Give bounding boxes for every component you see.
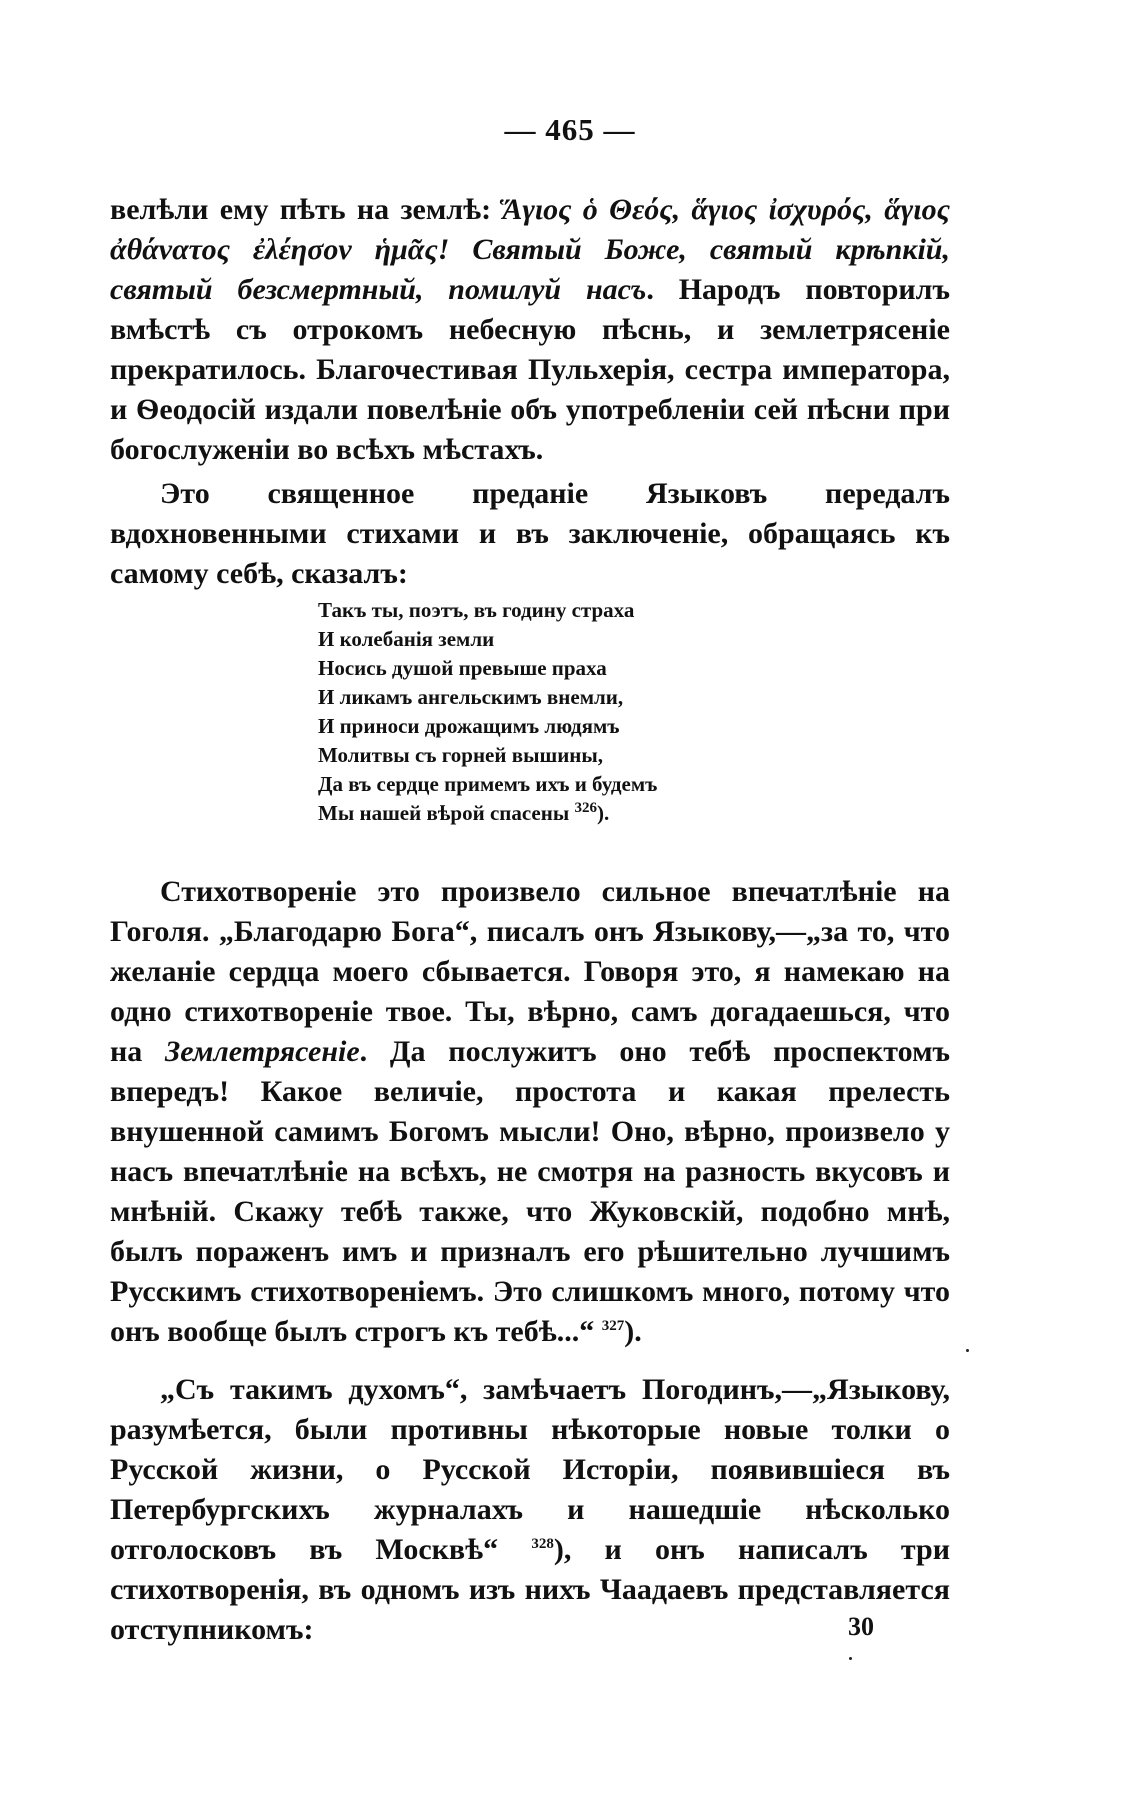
paragraph-1-post: . Народъ повторилъ вмѣстѣ съ отрокомъ небесную пѣснь, и землетрясеніе прекратилось. Благочестивая Пульхерія, сестра императора, и Ѳеодосій издали повелѣніе объ употребленіи сей пѣсни при богослуженіи во всѣхъ мѣстахъ. <box>110 273 950 466</box>
print-speck <box>849 1657 852 1660</box>
footnote-ref-326: 326 <box>574 800 598 816</box>
footnote-ref-328: 328 <box>531 1536 554 1552</box>
trisagion-translation: Святый Боже, святый крѣпкій, святый безсмертный, помилуй насъ <box>110 233 950 306</box>
paragraph-1-pre: велѣли ему пѣть на землѣ: <box>110 193 503 226</box>
paragraph-3-close: ). <box>624 1315 642 1348</box>
poem-line: Молитвы съ горней вышины, <box>318 743 604 767</box>
poem-close: ). <box>597 801 610 825</box>
poem-title-reference: Землетрясеніе <box>165 1035 360 1068</box>
paragraph-3-post: . Да послужитъ оно тебѣ проспектомъ впередъ! Какое величіе, простота и какая прелесть внушенной самимъ Богомъ мысли! Оно, вѣрно, произвело у насъ впечатлѣніе на всѣхъ, не смотря на разность вкусовъ и мнѣній. Скажу тебѣ также, что Жуковскій, подобно мнѣ, былъ пораженъ имъ и призналъ его рѣшительно лучшимъ Русскимъ стихотвореніемъ. Это слишкомъ много, потому что онъ вообще былъ строгъ къ тебѣ...“ <box>110 1035 950 1348</box>
poem-line-last <box>318 799 657 828</box>
signature-mark: 30 <box>848 1612 874 1641</box>
paragraph-4-pre: „Съ такимъ духомъ“, замѣчаетъ Погодинъ,—„Языкову, разумѣется, были противны нѣкоторые новые толки о Русской жизни, о Русской Исторіи, появившіеся въ Петербургскихъ журналахъ и нашедшіе нѣсколько отголосковъ въ Москвѣ“ <box>110 1373 950 1566</box>
poem-last-line-text: Мы нашей вѣрой спасены <box>318 801 570 825</box>
page-number: — 465 — <box>504 112 636 147</box>
greek-trisagion: Ἅγιος ὁ Θεός, ἅγιος ἰσχυρός, ἅγιος ἀθάνατος ἐλέησον ἡμᾶς! <box>110 193 950 266</box>
poem-line: И колебанія земли <box>318 627 495 651</box>
poem-line: И ликамъ ангельскимъ внемли, <box>318 685 624 709</box>
paragraph-2-text: Это священное преданіе Языковъ передалъ вдохновенными стихами и въ заключеніе, обращаясь къ самому себѣ, сказалъ: <box>110 477 950 590</box>
poem-line: Да въ сердце примемъ ихъ и будемъ <box>318 772 658 796</box>
paragraph-3 <box>110 872 950 1352</box>
poem-line: И приноси дрожащимъ людямъ <box>318 714 620 738</box>
paragraph-2 <box>110 474 950 594</box>
paragraph-4 <box>110 1370 950 1650</box>
poem-quote <box>318 596 657 828</box>
paragraph-4-post: ), и онъ написалъ три стихотворенія, въ одномъ изъ нихъ Чаадаевъ представляется отступникомъ: <box>110 1533 950 1646</box>
paragraph-3-pre: Стихотвореніе это произвело сильное впечатлѣніе на Гоголя. „Благодарю Бога“, писалъ онъ Языкову,—„за то, что желаніе сердца моего сбывается. Говоря это, я намекаю на одно стихотвореніе твое. Ты, вѣрно, самъ догадаешься, что на <box>110 875 950 1068</box>
poem-line: Носись душой превыше праха <box>318 656 607 680</box>
print-speck <box>966 1349 969 1352</box>
footnote-ref-327: 327 <box>601 1318 625 1334</box>
poem-line: Такъ ты, поэтъ, въ годину страха <box>318 598 635 622</box>
paragraph-1 <box>110 190 950 470</box>
